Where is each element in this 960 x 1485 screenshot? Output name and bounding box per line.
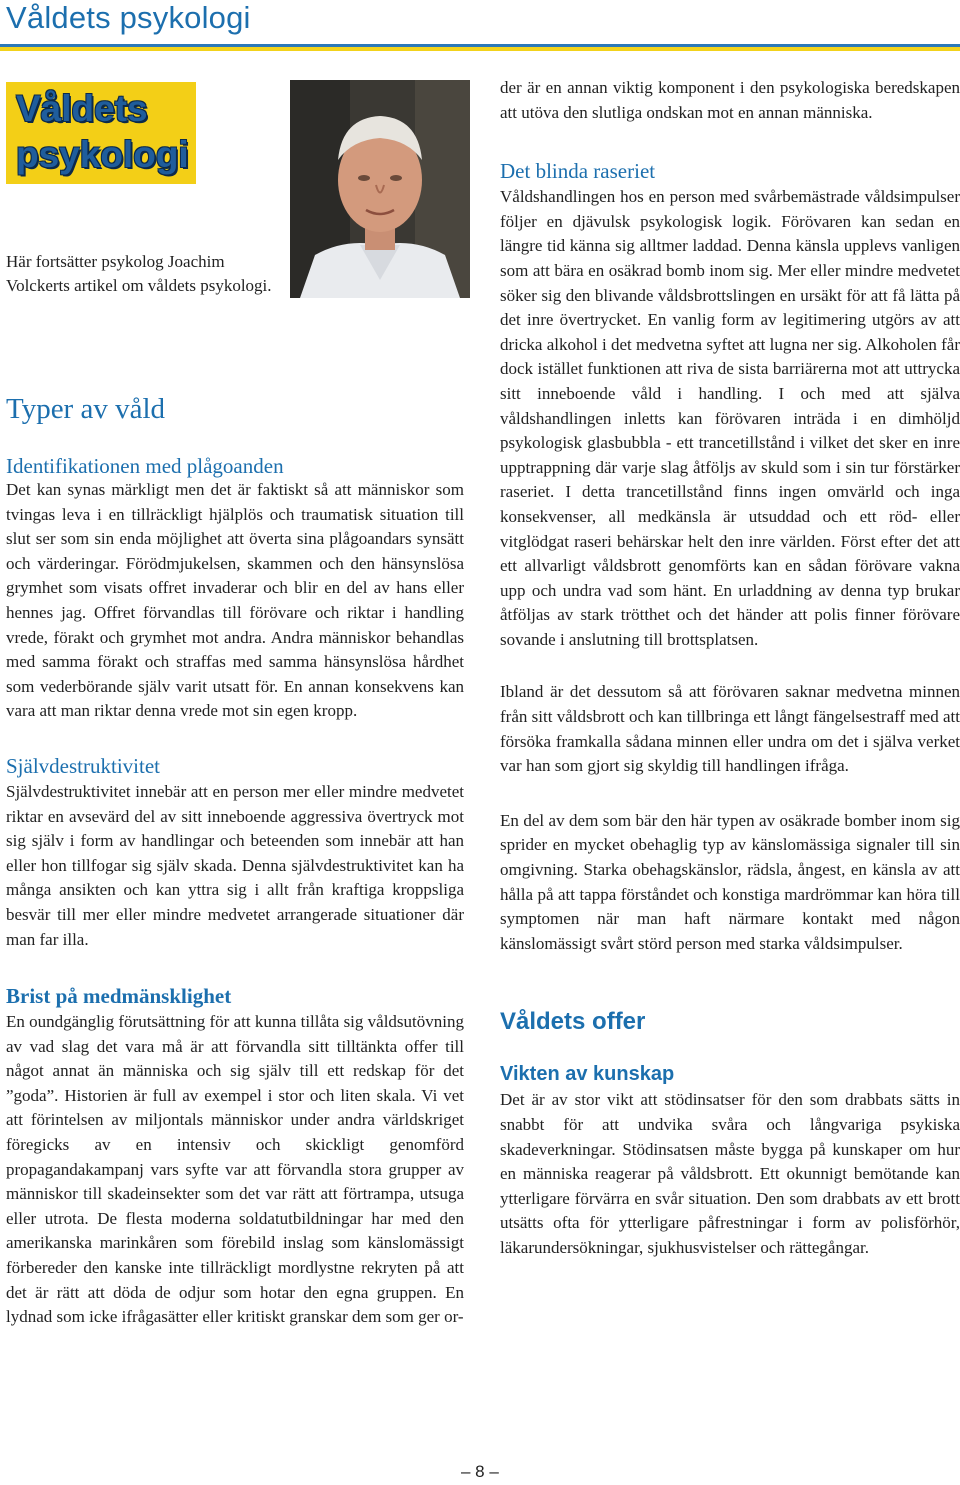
title-badge [6, 82, 196, 184]
heading-blinda-raseriet: Det blinda raseriet [500, 159, 656, 184]
page-number: – 8 – [461, 1462, 499, 1481]
paragraph-brist: En oundgänglig förutsättning för att kunna tillåta sig våldsutövning av vad slag det vara må är att förvandla sitt tilltänkta offer till något annat än människa och sig själv till ett redskap för det ”goda”. Historien är full av exempel i stor och liten skala. Vi vet att förintelsen av miljontals människor under andra världskriget föregicks av en intensiv och skickligt genomförd propagandakampanj vars syfte var att förvandla stora grupper av människor till skadeinsekter som det var rätt att förtrampa, utsuga eller utrota. De flesta moderna soldatutbildningar har med den amerikanska marinkåren som förebild inslag som känslomässigt förbereder den kanske inte tillräckligt mordlystne rekryten på att det är rätt att döda de odjur som hotar den egna gruppen. En lydnad som icke ifrågasätter eller kritiskt granskar dem som ger or- [6, 1012, 464, 1327]
section-title-typer: Typer av våld [6, 393, 166, 425]
right-column [500, 76, 960, 1261]
left-column [6, 390, 464, 1330]
paragraph-sjalvdestruktivitet: Självdestruktivitet innebär att en person mer eller mindre medvetet riktar en avsevärd del av sitt inneboende aggressiva övertryck mot sig själv i form av handlingar och beteenden som innebär att han eller hon tillfogar sig själv skada. Denna självdestruktivitet kan ha många ansikten och kan yttra sig i allt från kraftiga kroppsliga besvär till mer eller mindre medvetet arrangerade situationer där man far illa. [6, 781, 464, 949]
paragraph-continuation: der är en annan viktig komponent i den psykologiska beredskapen att utöva den slutliga ondskan mot en annan människa. [500, 78, 960, 122]
intro-text: Här fortsätter psykolog Joachim Volckerts artikel om våldets psykologi. [6, 252, 272, 295]
heading-sjalvdestruktivitet: Självdestruktivitet [6, 753, 160, 778]
badge-line-1: Våldets [16, 88, 148, 129]
page-header-title: Våldets psykologi [6, 0, 251, 35]
heading-identifikationen: Identifikationen med plågoanden [6, 454, 284, 478]
paragraph-en-del: En del av dem som bär den här typen av osäkrade bomber inom sig sprider en mycket obehaglig typ av känslomässiga signaler till sin omgivning. Starka obehagskänslor, rädsla, ångest, en känsla av att hålla på att tappa förståndet och konstiga mardrömmar kan höra till symptomen när man haft närmare kontakt med någon känslomässigt svårt störd person med starka våldsimpulser. [500, 810, 960, 953]
paragraph-ibland: Ibland är det dessutom så att förövaren saknar medvetna minnen från sitt våldsbrott och kan tillbringa ett långt fängelsestraff med att försöka framkalla sådana minnen eller undra om det i själva verket var han som gjort sig skyldig till handlingen ifråga. [500, 682, 960, 776]
paragraph-identifikationen: Det kan synas märkligt men det är faktiskt så att människor som tvingas leva i en tillräckligt hjälplös och traumatisk situation till slut ser som sin enda möjlighet att överta sina plågoandars synsätt och värderingar. Förödmjukelsen, skammen och den hänsynslösa grymhet som visats offret invaderar och blir en del av hans eller hennes jag. Offret förvandlas till förövare och riktar i handling vrede, förakt och grymhet mot andra. Andra människor behandlas med samma förakt och straffas med samma hänsynslösa hårdhet som vederbörande själv varit utsatt för. En annan konsekvens kan vara att man riktar denna vrede mot sin egen kropp. [6, 480, 464, 721]
badge-line-2: psykologi [16, 134, 189, 175]
author-photo [290, 80, 470, 298]
heading-vikten-av-kunskap: Vikten av kunskap [500, 1063, 675, 1086]
heading-brist: Brist på medmänsklighet [6, 984, 232, 1009]
heading-valdets-offer: Våldets offer [500, 1008, 646, 1036]
header-rule-yellow [0, 47, 960, 51]
paragraph-blinda-raseriet: Våldshandlingen hos en person med svårbemästrade våldsimpulser följer en djävulsk psykologisk logik. Förövaren kan sedan en längre tid känna sig alltmer laddad. Denna känsla upplevs vanligen som att bära en osäkrad bomb inom sig. Mer eller mindre medvetet söker sig den blivande våldsbrottslingen en ursäkt för att få lätta på det inre övertrycket. En vanlig form av legitimering utgörs av att dricka alkohol i det medvetna syftet att lugna ner sig. Alkoholen får dock istället funktionen att riva de sista barriärerna mot att uttrycka sitt inneboende våld i handling. I och med att själva våldshandlingen inletts kan förövaren inträda i en dimhöljd psykologisk glasbubbla - ett trancetillstånd i vilket det sker en inre upptrappning där varje slag åtföljs av skuld som i sin tur förstärker raseriet. I detta trancetillstånd finns ingen omvärld och inga konsekvenser, all medkänsla är utsuddad och ett röd- eller vitglödgat raseri behärskar helt den inre världen. Först efter det att ett allvarligt våldsbrott genomförts kan en sådan förövare vakna upp och undra vad som hänt. En urladdning av denna typ brukar åtföljas av stark trötthet och det händer att polis finner förövare sovande i anslutning till brottsplatsen. [500, 187, 960, 649]
paragraph-vikten: Det är av stor vikt att stödinsatser för den som drabbats sätts in snabbt för att undvika svåra och långvariga psykiska skadeverkningar. Stödinsatsen måste bygga på kunskaper om hur en människa reagerar på våldsbrott. Ett okunnigt bemötande kan ytterligare förvärra en svår situation. Den som drabbats av ett brott utsätts ofta för ytterligare påfrestningar i form av polisförhör, läkarundersökningar, sjukhusvistelser och rättegångar. [500, 1090, 960, 1257]
